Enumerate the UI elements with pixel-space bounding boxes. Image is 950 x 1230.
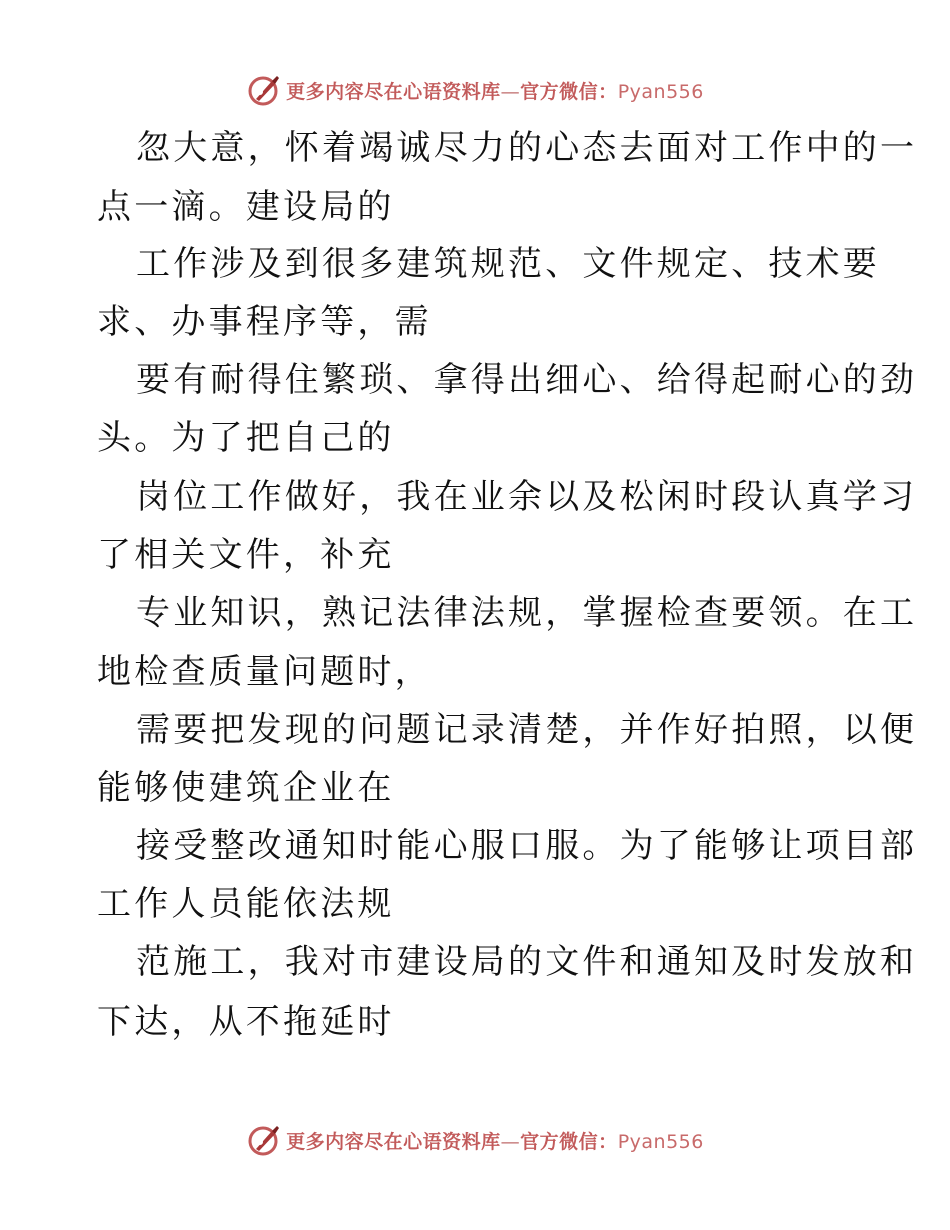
body-line: 头。为了把自己的 [97, 418, 395, 458]
body-line: 岗位工作做好，我在业余以及松闲时段认真学习 [136, 477, 918, 517]
body-line: 点一滴。建设局的 [97, 187, 395, 227]
body-line: 能够使建筑企业在 [97, 768, 395, 808]
body-line: 下达，从不拖延时 [97, 1002, 395, 1042]
footer-watermark [0, 1120, 950, 1160]
body-line: 忽大意，怀着竭诚尽力的心态去面对工作中的一 [136, 128, 918, 168]
body-line: 了相关文件，补充 [97, 535, 395, 575]
body-line: 要有耐得住繁琐、拿得出细心、给得起耐心的劲 [136, 360, 918, 400]
quill-pen-circle-icon [246, 1122, 282, 1158]
watermark-wechat-label: 官方微信： [520, 80, 618, 103]
watermark-separator: — [500, 1130, 521, 1153]
body-line: 地检查质量问题时， [97, 652, 432, 692]
body-line: 专业知识，熟记法律法规，掌握检查要领。在工 [136, 593, 918, 633]
watermark-wechat-id: Pyan556 [617, 80, 704, 103]
body-line: 需要把发现的问题记录清楚，并作好拍照，以便 [136, 710, 918, 750]
body-line: 求、办事程序等，需 [97, 302, 432, 342]
watermark-brand: 更多内容尽在心语资料库 [286, 1130, 501, 1153]
body-line: 工作人员能依法规 [97, 884, 395, 924]
watermark-separator: — [500, 80, 521, 103]
watermark-brand: 更多内容尽在心语资料库 [286, 80, 501, 103]
watermark-text [286, 1127, 704, 1154]
watermark-text [286, 77, 704, 104]
body-line: 接受整改通知时能心服口服。为了能够让项目部 [136, 826, 918, 866]
body-line: 范施工，我对市建设局的文件和通知及时发放和 [136, 942, 918, 982]
watermark-wechat-label: 官方微信： [520, 1130, 618, 1153]
body-line: 工作涉及到很多建筑规范、文件规定、技术要 [136, 244, 880, 284]
quill-pen-circle-icon [246, 72, 282, 108]
header-watermark [0, 70, 950, 110]
watermark-wechat-id: Pyan556 [617, 1130, 704, 1153]
